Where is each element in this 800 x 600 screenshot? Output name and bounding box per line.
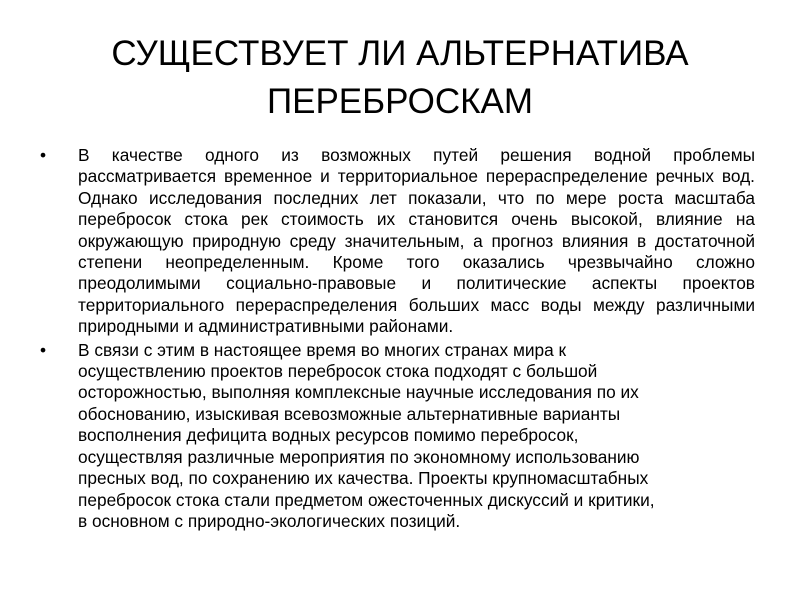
paragraph-text: В качестве одного из возможных путей решения водной проблемы рассматривается временное и территориальное перераспределение речных вод. Однако исследования последних лет показали, что по мере роста масштаба перебросок стока рек стоимость их становится очень высокой, влияние на окружающую природную среду значительным, а прогноз влияния в достаточной степени неопределенным. Кроме того оказались чрезвычайно сложно преодолимыми социально-правовые и политические аспекты проектов территориального перераспределения больших масс воды между различными природными и административными районами.	[78, 145, 755, 337]
paragraph-line: В связи с этим в настоящее время во многих странах мира к	[78, 339, 567, 360]
title-line-2: ПЕРЕБРОСКАМ	[266, 82, 534, 121]
paragraph-line: восполнения дефицита водных ресурсов помимо перебросок,	[78, 425, 579, 446]
paragraph-line: обоснованию, изыскивая всевозможные альтернативные варианты	[78, 403, 621, 424]
bullet-item-2	[40, 340, 755, 533]
title-line-1: СУЩЕСТВУЕТ ЛИ АЛЬТЕРНАТИВА	[111, 34, 689, 73]
paragraph-line: пресных вод, по сохранению их качества. Проекты крупномасштабных	[78, 468, 649, 489]
paragraph-line: осторожностью, выполняя комплексные научные исследования по их	[78, 382, 639, 403]
paragraph-line: в основном с природно-экологических позиций.	[78, 510, 461, 531]
paragraph-line: осуществляя различные мероприятия по экономному использованию	[78, 446, 640, 467]
slide-title	[40, 30, 760, 126]
paragraph-line: перебросок стока стали предметом ожесточенных дискуссий и критики,	[78, 489, 655, 510]
bullet-item-1	[40, 145, 755, 338]
bullet-icon: •	[40, 339, 47, 360]
bullet-list	[40, 145, 755, 534]
paragraph-line: осуществлению проектов перебросок стока подходят с большой	[78, 361, 598, 382]
bullet-icon: •	[40, 145, 47, 165]
